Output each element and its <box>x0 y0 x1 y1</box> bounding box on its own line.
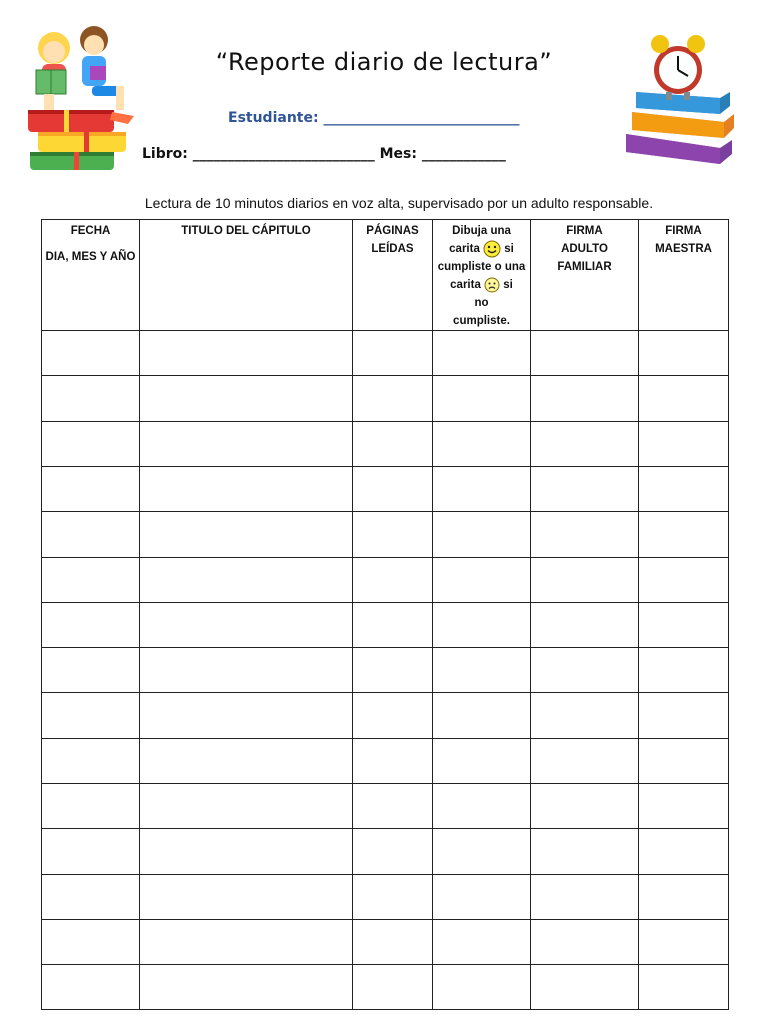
cell-paginas[interactable] <box>353 602 433 647</box>
cell-fecha[interactable] <box>42 829 140 874</box>
header-titulo-label: TITULO DEL CÁPITULO <box>181 225 311 237</box>
cell-carita[interactable] <box>433 602 531 647</box>
cell-titulo[interactable] <box>140 874 353 919</box>
table-row <box>42 557 729 602</box>
table-row <box>42 738 729 783</box>
header-paginas-label: PÁGINAS <box>366 225 419 237</box>
cell-paginas[interactable] <box>353 648 433 693</box>
cell-fecha[interactable] <box>42 738 140 783</box>
cell-titulo[interactable] <box>140 512 353 557</box>
cell-carita[interactable] <box>433 421 531 466</box>
cell-carita[interactable] <box>433 874 531 919</box>
dibuja-line-2a: carita <box>449 243 480 256</box>
cell-fecha[interactable] <box>42 784 140 829</box>
cell-carita[interactable] <box>433 557 531 602</box>
cell-firma-adulto[interactable] <box>531 331 639 376</box>
sad-face-icon <box>484 277 500 293</box>
header-fecha <box>42 220 140 331</box>
header-fecha-sub: DIA, MES Y AÑO <box>45 251 136 263</box>
table-header-row <box>42 220 729 331</box>
cell-firma-adulto[interactable] <box>531 466 639 511</box>
cell-fecha[interactable] <box>42 376 140 421</box>
cell-carita[interactable] <box>433 648 531 693</box>
cell-titulo[interactable] <box>140 829 353 874</box>
header-paginas-sub: LEÍDAS <box>371 243 414 255</box>
student-blank: ____________________________ <box>323 110 520 126</box>
dibuja-line-1: Dibuja una <box>452 225 511 237</box>
cell-firma-adulto[interactable] <box>531 376 639 421</box>
cell-firma-adulto[interactable] <box>531 829 639 874</box>
cell-firma-adulto[interactable] <box>531 784 639 829</box>
cell-carita[interactable] <box>433 376 531 421</box>
cell-titulo[interactable] <box>140 557 353 602</box>
cell-paginas[interactable] <box>353 738 433 783</box>
cell-firma-maestra[interactable] <box>639 557 729 602</box>
book-label: Libro: <box>142 146 188 162</box>
cell-firma-maestra[interactable] <box>639 693 729 738</box>
dibuja-line-5: no <box>474 297 489 310</box>
cell-fecha[interactable] <box>42 421 140 466</box>
cell-paginas[interactable] <box>353 874 433 919</box>
cell-firma-maestra[interactable] <box>639 466 729 511</box>
cell-fecha[interactable] <box>42 874 140 919</box>
cell-titulo[interactable] <box>140 421 353 466</box>
table-row <box>42 376 729 421</box>
cell-paginas[interactable] <box>353 919 433 964</box>
cell-firma-adulto[interactable] <box>531 648 639 693</box>
student-field <box>228 110 519 126</box>
cell-carita[interactable] <box>433 965 531 1010</box>
cell-firma-maestra[interactable] <box>639 874 729 919</box>
instructions-text: Lectura de 10 minutos diarios en voz alta, supervisado por un adulto responsable. <box>144 195 654 211</box>
cell-paginas[interactable] <box>353 829 433 874</box>
cell-firma-maestra[interactable] <box>639 602 729 647</box>
month-blank: ____________ <box>421 146 506 162</box>
cell-carita[interactable] <box>433 738 531 783</box>
table-row <box>42 648 729 693</box>
cell-firma-maestra[interactable] <box>639 738 729 783</box>
table-row <box>42 331 729 376</box>
cell-carita[interactable] <box>433 784 531 829</box>
cell-fecha[interactable] <box>42 512 140 557</box>
cell-titulo[interactable] <box>140 738 353 783</box>
cell-titulo[interactable] <box>140 376 353 421</box>
cell-firma-maestra[interactable] <box>639 512 729 557</box>
cell-firma-maestra[interactable] <box>639 648 729 693</box>
firma-adulto-line-2: ADULTO <box>561 243 608 255</box>
cell-firma-maestra[interactable] <box>639 829 729 874</box>
dibuja-line-6: cumpliste. <box>453 315 510 328</box>
cell-paginas[interactable] <box>353 376 433 421</box>
cell-paginas[interactable] <box>353 693 433 738</box>
book-blank: __________________________ <box>192 146 375 162</box>
cell-titulo[interactable] <box>140 648 353 693</box>
cell-firma-maestra[interactable] <box>639 919 729 964</box>
cell-paginas[interactable] <box>353 557 433 602</box>
cell-fecha[interactable] <box>42 602 140 647</box>
header-paginas <box>353 220 433 331</box>
cell-paginas[interactable] <box>353 421 433 466</box>
dibuja-line-4b: si <box>503 279 513 292</box>
cell-fecha[interactable] <box>42 648 140 693</box>
cell-carita[interactable] <box>433 512 531 557</box>
table-row <box>42 602 729 647</box>
cell-carita[interactable] <box>433 919 531 964</box>
cell-titulo[interactable] <box>140 466 353 511</box>
cell-carita[interactable] <box>433 829 531 874</box>
cell-paginas[interactable] <box>353 466 433 511</box>
cell-fecha[interactable] <box>42 919 140 964</box>
cell-titulo[interactable] <box>140 602 353 647</box>
header-titulo <box>140 220 353 331</box>
header-firma-adulto <box>531 220 639 331</box>
month-label: Mes: <box>379 146 417 162</box>
dibuja-line-3: cumpliste o una <box>437 261 526 274</box>
table-body <box>42 331 729 1010</box>
cell-firma-maestra[interactable] <box>639 784 729 829</box>
student-label: Estudiante: <box>228 110 319 126</box>
header-dibuja <box>433 220 531 331</box>
cell-paginas[interactable] <box>353 331 433 376</box>
header-fecha-label: FECHA <box>70 225 111 237</box>
firma-maestra-line-2: MAESTRA <box>655 243 712 255</box>
reading-log-table <box>41 219 729 1010</box>
table-row <box>42 466 729 511</box>
cell-firma-maestra[interactable] <box>639 421 729 466</box>
cell-titulo[interactable] <box>140 784 353 829</box>
cell-fecha[interactable] <box>42 331 140 376</box>
document-title: “Reporte diario de lectura” <box>215 48 553 76</box>
cell-firma-adulto[interactable] <box>531 512 639 557</box>
cell-titulo[interactable] <box>140 693 353 738</box>
cell-firma-adulto[interactable] <box>531 919 639 964</box>
dibuja-line-2b: si <box>504 243 514 256</box>
dibuja-line-4a: carita <box>450 279 481 292</box>
cell-carita[interactable] <box>433 466 531 511</box>
cell-carita[interactable] <box>433 331 531 376</box>
table-row <box>42 919 729 964</box>
cell-titulo[interactable] <box>140 919 353 964</box>
cell-firma-maestra[interactable] <box>639 331 729 376</box>
table-row <box>42 512 729 557</box>
table-row <box>42 784 729 829</box>
cell-carita[interactable] <box>433 693 531 738</box>
cell-fecha[interactable] <box>42 557 140 602</box>
cell-firma-adulto[interactable] <box>531 557 639 602</box>
cell-firma-maestra[interactable] <box>639 965 729 1010</box>
book-month-line <box>142 146 506 162</box>
cell-titulo[interactable] <box>140 331 353 376</box>
table-row <box>42 421 729 466</box>
firma-adulto-line-3: FAMILIAR <box>557 261 612 273</box>
cell-firma-adulto[interactable] <box>531 874 639 919</box>
kids-reading-illustration <box>24 20 142 178</box>
table-row <box>42 965 729 1010</box>
firma-adulto-line-1: FIRMA <box>566 225 603 237</box>
cell-firma-adulto[interactable] <box>531 602 639 647</box>
table-row <box>42 874 729 919</box>
table-row <box>42 829 729 874</box>
cell-fecha[interactable] <box>42 965 140 1010</box>
cell-firma-adulto[interactable] <box>531 965 639 1010</box>
cell-fecha[interactable] <box>42 693 140 738</box>
table-row <box>42 693 729 738</box>
cell-fecha[interactable] <box>42 466 140 511</box>
cell-firma-adulto[interactable] <box>531 693 639 738</box>
cell-paginas[interactable] <box>353 512 433 557</box>
firma-maestra-line-1: FIRMA <box>665 225 702 237</box>
header-firma-maestra <box>639 220 729 331</box>
cell-paginas[interactable] <box>353 965 433 1010</box>
cell-firma-maestra[interactable] <box>639 376 729 421</box>
cell-firma-adulto[interactable] <box>531 421 639 466</box>
cell-paginas[interactable] <box>353 784 433 829</box>
cell-firma-adulto[interactable] <box>531 738 639 783</box>
smiley-face-icon <box>483 240 501 258</box>
cell-titulo[interactable] <box>140 965 353 1010</box>
